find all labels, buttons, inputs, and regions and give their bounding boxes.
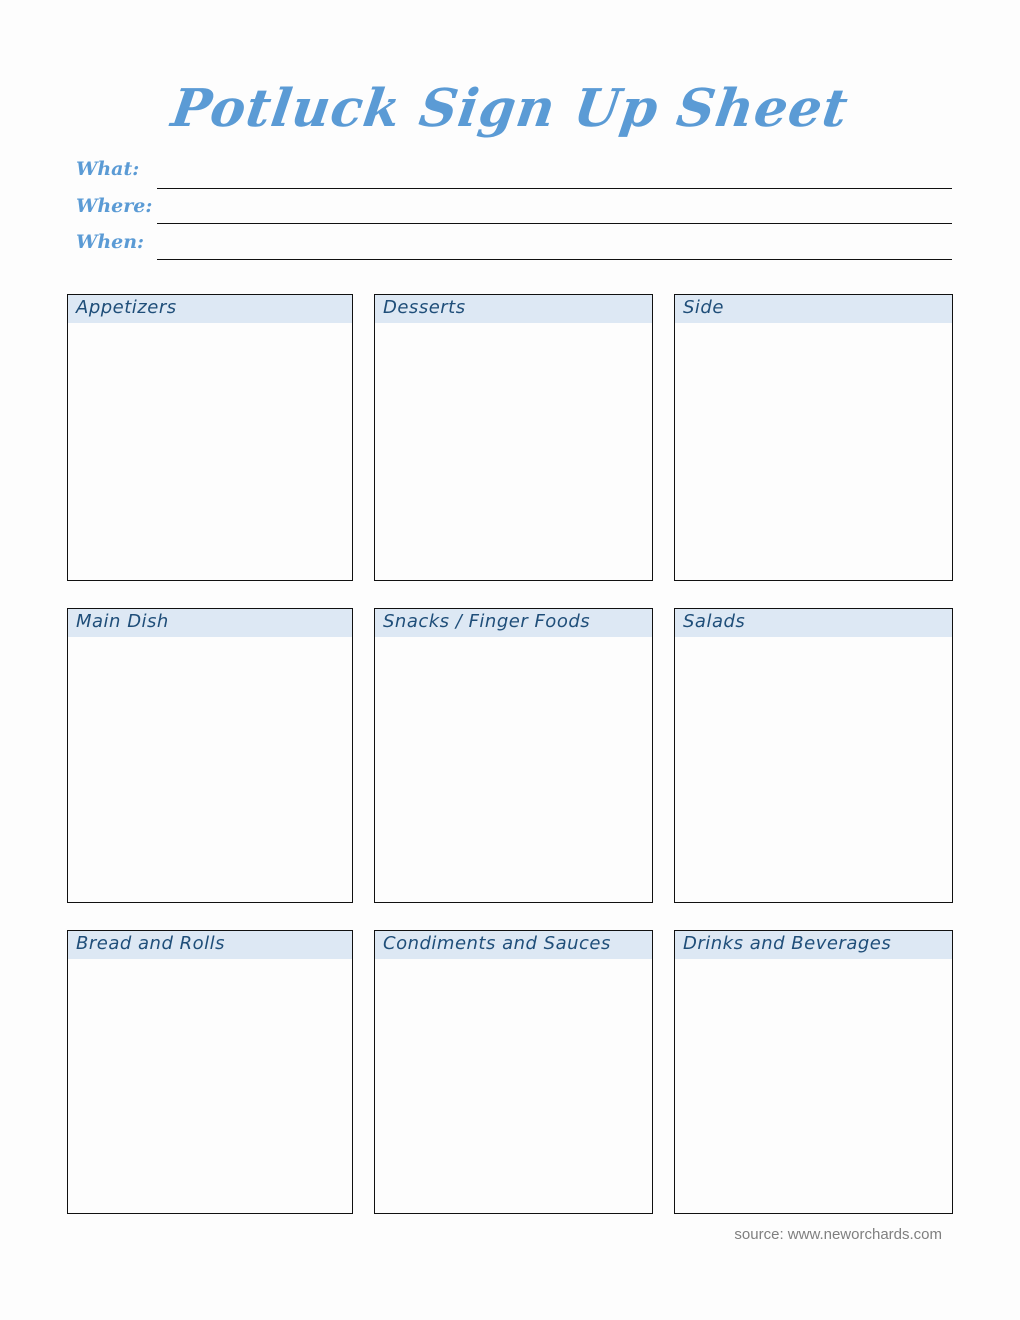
category-box-appetizers[interactable] — [67, 294, 353, 581]
source-footer: source: www.neworchards.com — [734, 1226, 942, 1243]
category-box-side[interactable] — [674, 294, 953, 581]
where-label: Where: — [76, 195, 153, 217]
category-header: Drinks and Beverages — [675, 931, 952, 959]
category-box-salads[interactable] — [674, 608, 953, 903]
when-label: When: — [76, 231, 145, 253]
category-header: Bread and Rolls — [68, 931, 352, 959]
category-header: Snacks / Finger Foods — [375, 609, 652, 637]
when-input-line[interactable] — [157, 259, 952, 260]
where-input-line[interactable] — [157, 223, 952, 224]
page-title: Potluck Sign Up Sheet — [167, 78, 853, 139]
category-header: Salads — [675, 609, 952, 637]
category-header: Appetizers — [68, 295, 352, 323]
category-header: Side — [675, 295, 952, 323]
category-header: Main Dish — [68, 609, 352, 637]
what-label: What: — [76, 158, 140, 180]
category-box-drinks[interactable] — [674, 930, 953, 1214]
what-input-line[interactable] — [157, 188, 952, 189]
category-box-snacks[interactable] — [374, 608, 653, 903]
category-box-desserts[interactable] — [374, 294, 653, 581]
category-header: Desserts — [375, 295, 652, 323]
category-header: Condiments and Sauces — [375, 931, 652, 959]
category-box-main-dish[interactable] — [67, 608, 353, 903]
category-box-bread-rolls[interactable] — [67, 930, 353, 1214]
category-box-condiments[interactable] — [374, 930, 653, 1214]
